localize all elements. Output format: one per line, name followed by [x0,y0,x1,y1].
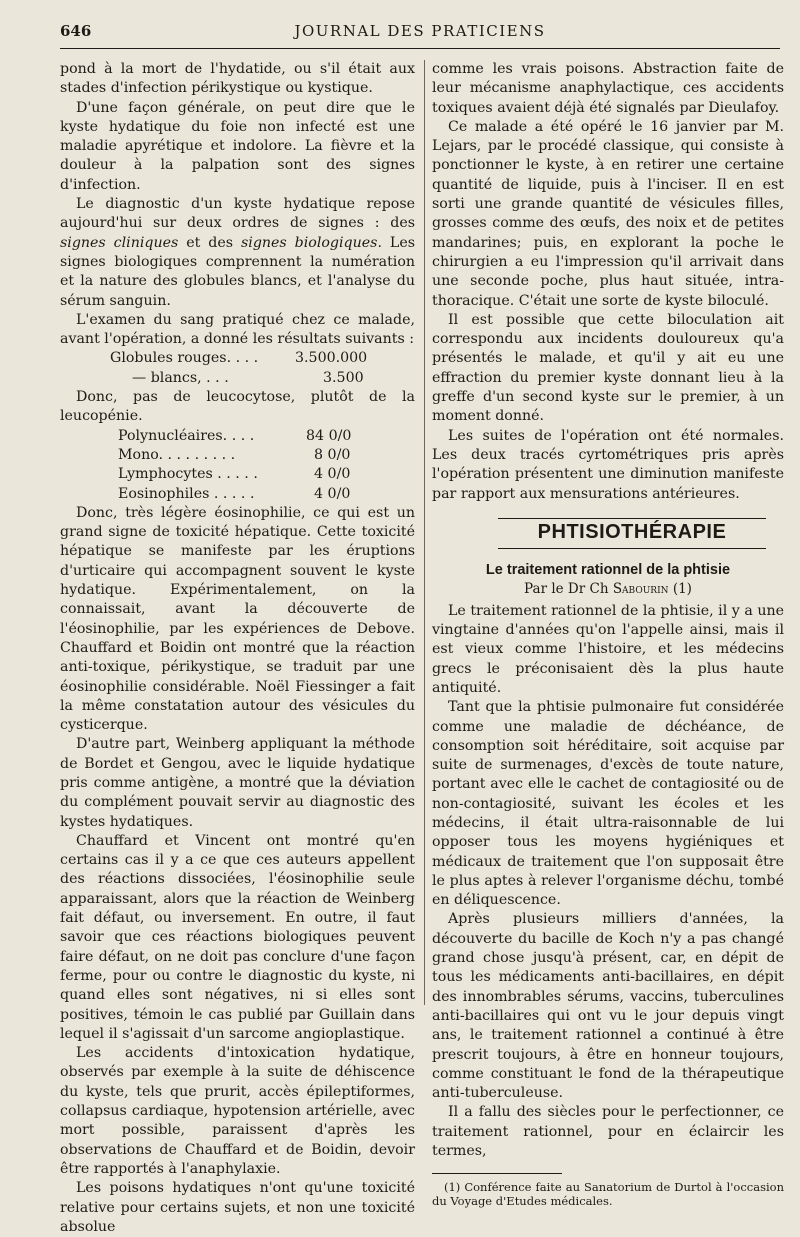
paragraph: Il est possible que cette biloculation ait correspondu aux incidents douloureux qu'a présentés le malade, et qu'il y ait eu une effraction du premier kyste donnant lieu à la greffe d'un second kyste sur le premier, à un moment donné. [432,311,784,425]
paragraph: Donc, très légère éosinophilie, ce qui est un grand signe de toxicité hépatique. Cette toxicité hépatique se manifeste par les éruptions d'urticaire qui accompagnent souvent le kyste hydatique. Expérimentalement, on la connaissait, avant la découverte de l'éosinophilie, par les expériences de Debove. Chauffard et Boidin ont montré que la réaction anti-toxique, périkystique, se traduit par une éosinophilie considérable. Noël Fiessinger a fait la même constatation autour des vésicules du cysticerque. [60,504,415,734]
paragraph: Après plusieurs milliers d'années, la découverte du bacille de Koch n'y a pas changé grand chose jusqu'à présent, car, en dépit de tous les médicaments anti-bacillaires, en dépit des innombrables sérums, vaccins, tuberculines anti-bacillaires qui ont vu le jour depuis vingt ans, le traitement rationnel a continué à être prescrit toujours, à être en honneur toujours, comme constituant le fond de la thérapeutique anti-tuberculeuse. [432,911,784,1102]
table-row: Lymphocytes . . . . . 4 0/0 [118,466,351,483]
paragraph: Ce malade a été opéré le 16 janvier par M. Lejars, par le procédé classique, qui consiste à ponctionner le kyste, à en retirer une certaine quantité de liquide, puis à l'inciser. Il en est sorti une grande quantité de vésicules filles, grosses comme des œufs, des noix et de petites mandarines; puis, en explorant la poche le chirurgien a eu l'impression qu'il arrivait dans une seconde poche, plus haut située, intra-thoracique. C'était une sorte de kyste biloculé. [432,118,784,309]
page-number: 646 [60,22,92,40]
paragraph: Chauffard et Vincent ont montré qu'en certains cas il y a ce que ces auteurs appellent des réactions dissociées, l'éosinophilie seule apparaissant, alors que la réaction de Weinberg fait défaut, ou inversement. En outre, il faut savoir que ces réactions biologiques peuvent faire défaut, on ne doit pas conclure d'une façon ferme, pour ou contre le diagnostic du kyste, ni quand elles sont négatives, ni si elles sont positives, témoin le cas publié par Guillain dans lequel il s'agissait d'un sarcome angioplastique. [60,832,415,1042]
journal-title: JOURNAL DES PRATICIENS [294,22,546,40]
footnote-ref: (1) [672,581,692,598]
section-title: PHTISIOTHÉRAPIE [537,520,727,543]
header-rule [60,48,780,49]
section-heading-box [498,518,766,549]
byline: Par le Dr Ch Sabourin (1) [524,581,692,598]
paragraph: Tant que la phtisie pulmonaire fut considérée comme une maladie de déchéance, de consomption soit héréditaire, soit acquise par suite de surmenages, d'excès de toute nature, portant avec elle le cachet de contagiosité ou de non-contagiosité, suivant les écoles et les médecins, il était ultra-raisonnable de lui opposer tous les moyens hygiéniques et médicaux de traitement que l'on supposait être le plus aptes à relever l'organisme déchu, tombé en déliquescence. [432,699,784,909]
article-title: Le traitement rationnel de la phtisie [485,562,731,579]
paragraph: comme les vrais poisons. Abstraction faite de leur mécanisme anaphylactique, ces accidents toxiques avaient déjà été signalés par Dieulafoy. [432,61,784,116]
leukocyte-formula-table [118,427,415,504]
table-row: — blancs, . . . 3.500 [132,369,364,386]
paragraph: L'examen du sang pratiqué chez ce malade, avant l'opération, a donné les résultats suivants : [60,311,415,348]
right-column [432,60,784,1208]
table-row: Mono. . . . . . . . . 8 0/0 [118,446,351,463]
table-row: Polynucléaires. . . . 84 0/0 [118,427,352,444]
running-header [60,22,780,44]
table-row: Eosinophiles . . . . . 4 0/0 [118,485,351,502]
column-divider [424,60,425,1005]
paragraph: D'une façon générale, on peut dire que le kyste hydatique du foie non infecté est une maladie apyrétique et indolore. La fièvre et la douleur à la palpation sont des signes d'infection. [60,99,415,193]
table-row: Globules rouges. . . . 3.500.000 [110,350,368,367]
paragraph: Donc, pas de leucocytose, plutôt de la leucopénie. [60,389,415,425]
paragraph: D'autre part, Weinberg appliquant la méthode de Bordet et Gengou, avec le liquide hydatique pris comme antigène, a montré que la déviation du complément pouvait servir au diagnostic des kystes hydatiques. [60,736,415,830]
author-name: Sabourin [612,581,669,598]
footnote-rule [432,1173,562,1174]
paragraph: pond à la mort de l'hydatide, ou s'il était aux stades d'infection périkystique ou kystique. [60,61,415,97]
left-column [60,60,415,1237]
paragraph: Il a fallu des siècles pour le perfectionner, ce traitement rationnel, pour en éclaircir les termes, [432,1104,784,1160]
footnote: (1) Conférence faite au Sanatorium de Durtol à l'occasion du Voyage d'Etudes médicales. [432,1180,784,1209]
paragraph: Le diagnostic d'un kyste hydatique repose aujourd'hui sur deux ordres de signes : des signes cliniques et des signes biologiques. Les signes biologiques comprennent la numération et la nature des globules blancs, et l'analyse du sérum sanguin. [60,196,416,309]
paragraph: Les accidents d'intoxication hydatique, observés par exemple à la suite de déhiscence du kyste, tels que prurit, accès épileptiformes, collapsus cardiaque, hypotension artérielle, avec mort possible, paraissent d'après les observations de Chauffard et de Boidin, devoir être rapportés à l'anaphylaxie. [60,1045,415,1177]
blood-count-table [110,349,415,388]
paragraph: Les suites de l'opération ont été normales. Les deux tracés cyrtométriques pris après l'opération présentent une diminution manifeste par rapport aux mensurations antérieures. [432,427,784,502]
paragraph: Le traitement rationnel de la phtisie, il y a une vingtaine d'années qu'on l'appelle ainsi, mais il est vieux comme l'histoire, et les médecins grecs le préconisaient dès la plus haute antiquité. [432,602,784,696]
paragraph: Les poisons hydatiques n'ont qu'une toxicité relative pour certains sujets, et non une toxicité absolue [60,1180,415,1235]
